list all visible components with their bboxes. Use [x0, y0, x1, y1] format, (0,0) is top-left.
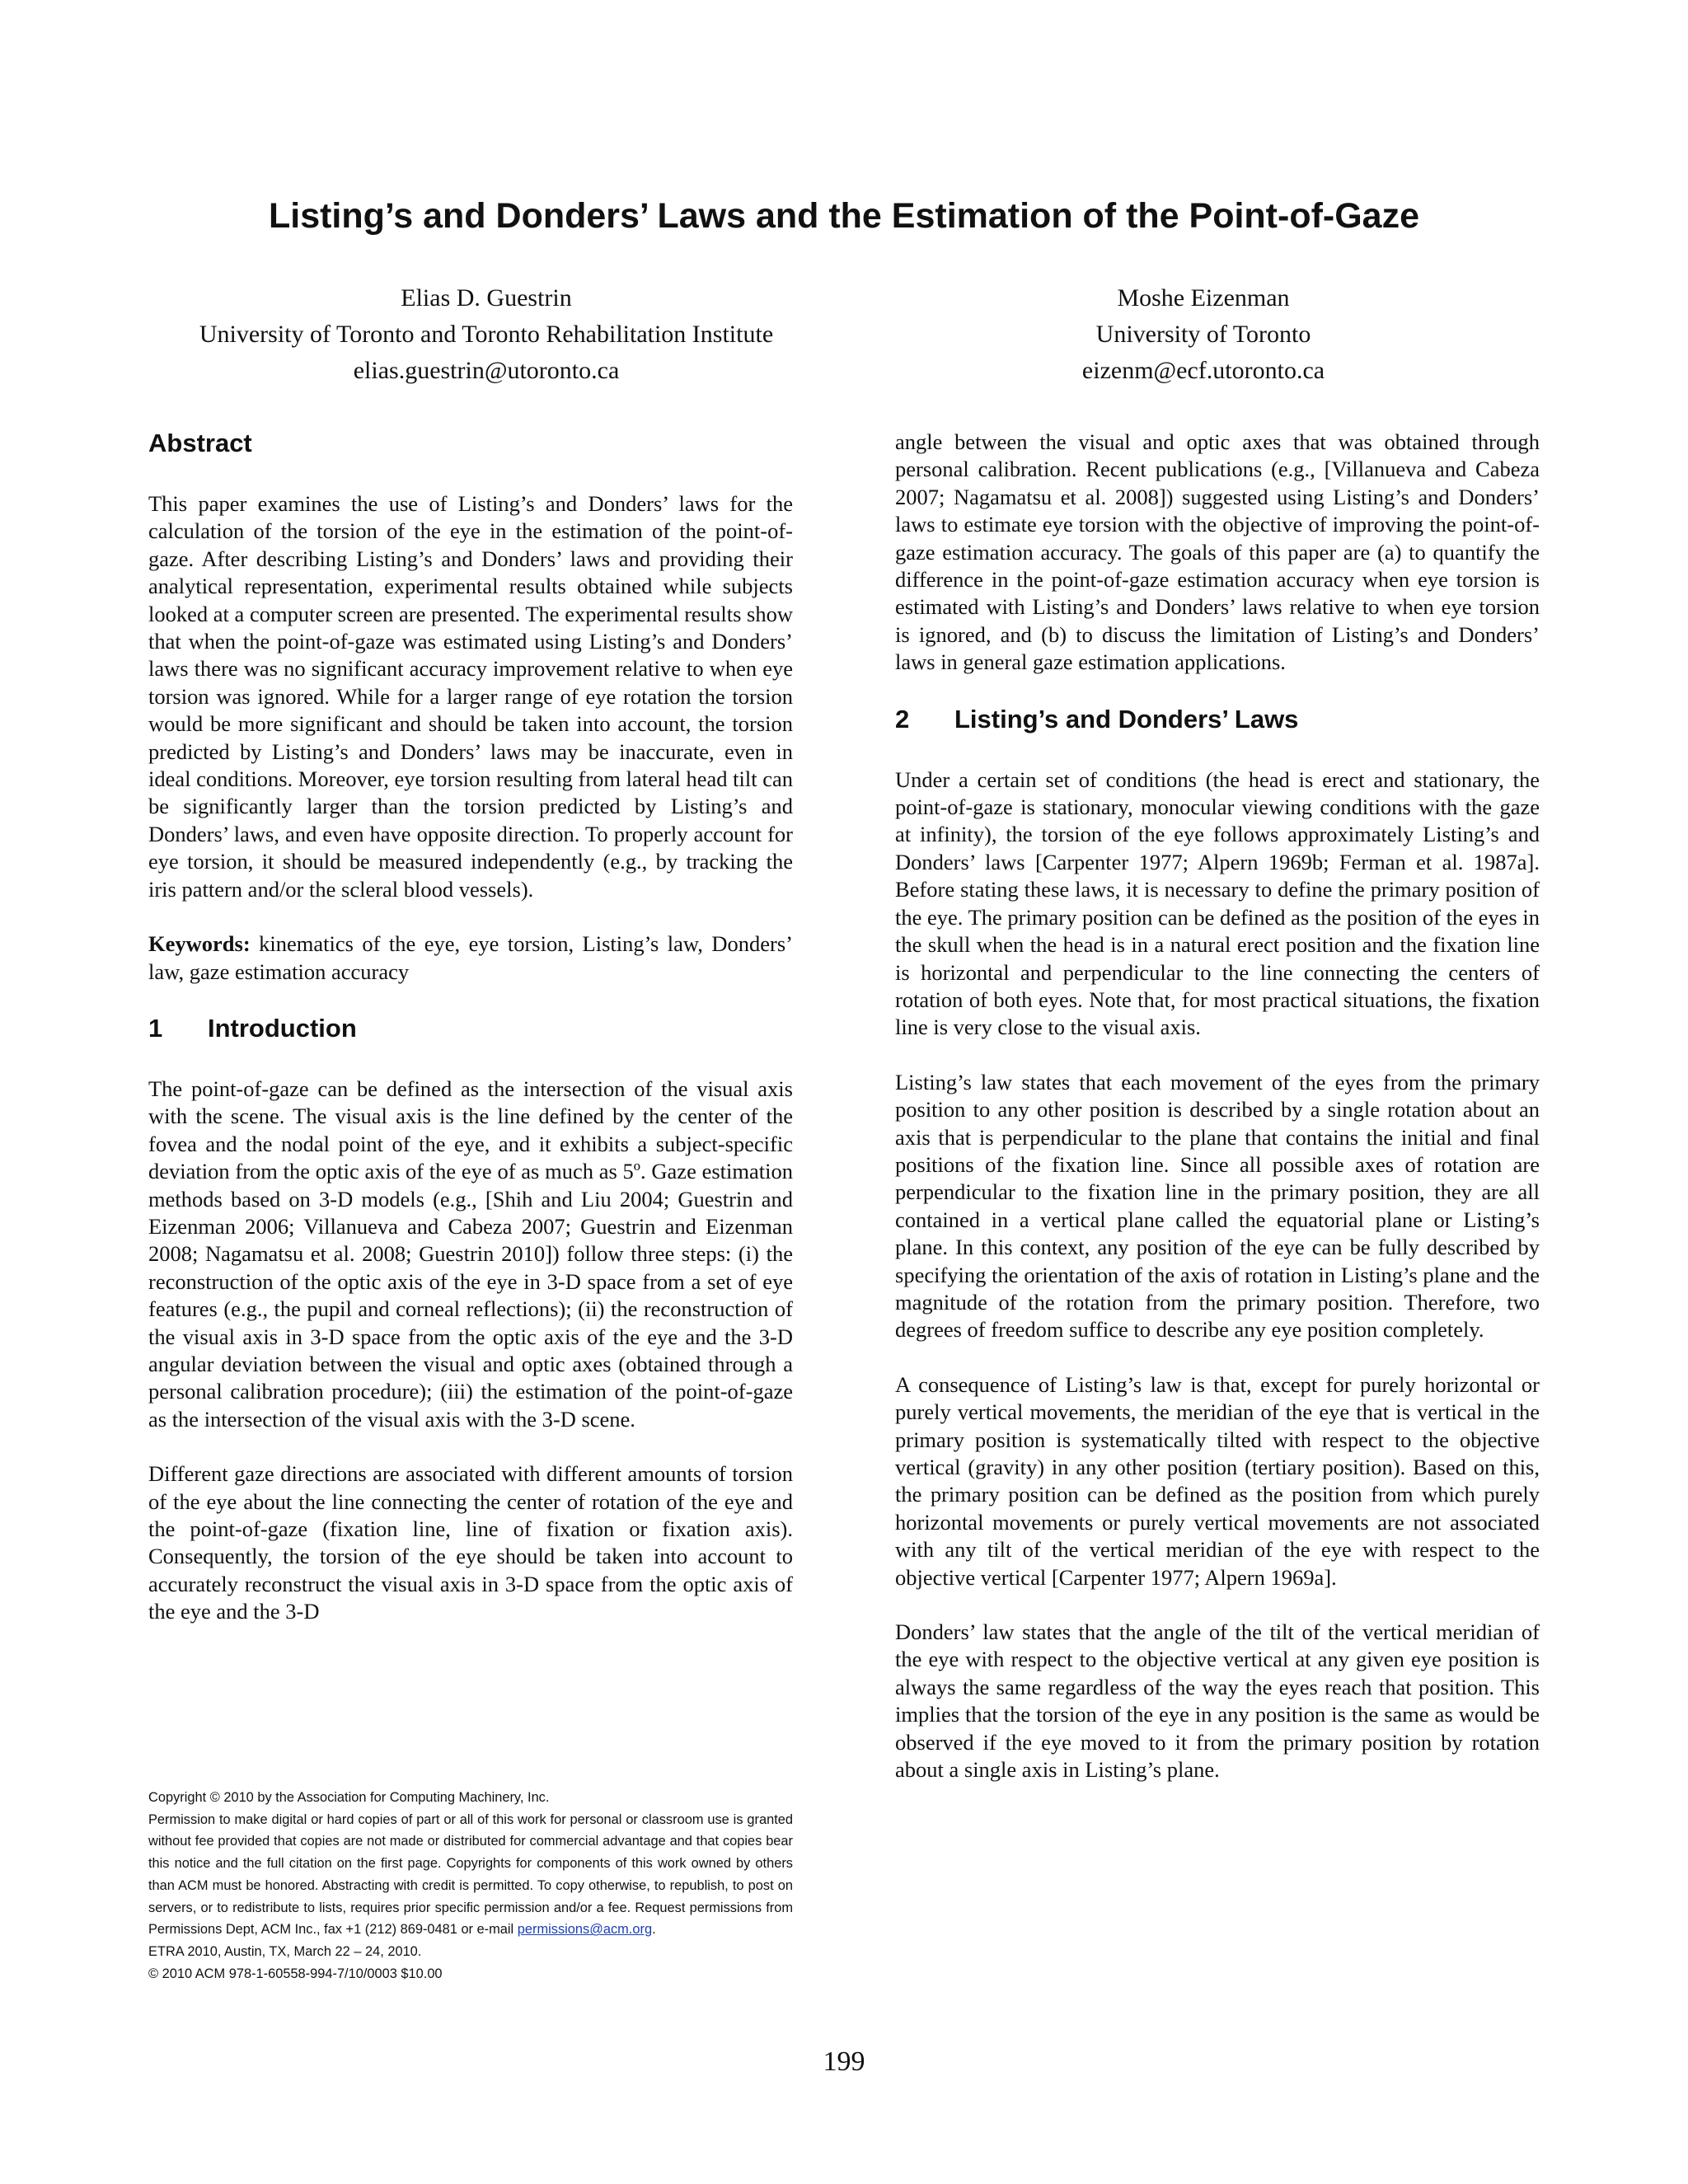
right-column	[895, 429, 1540, 1783]
author-name: Moshe Eizenman	[1117, 284, 1290, 312]
section-1-heading	[148, 1012, 793, 1045]
author-name: Elias D. Guestrin	[401, 284, 572, 312]
author-block-1	[132, 280, 841, 389]
isbn-line: © 2010 ACM 978-1-60558-994-7/10/0003 $10.00	[148, 1966, 443, 1981]
section-number: 2	[895, 704, 910, 733]
paragraph: The point-of-gaze can be defined as the intersection of the visual axis with the scene. The visual axis is the line defined by the center of the fovea and the nodal point of the eye, and it exhibits a subject-specific deviation from the optic axis of the eye of as much as 5º. Gaze estimation methods based on 3-D models (e.g., [Shih and Liu 2004; Guestrin and Eizenman 2006; Villanueva and Cabeza 2007; Guestrin and Eizenman 2008; Nagamatsu et al. 2008; Guestrin 2010]) follow three steps: (i) the reconstruction of the optic axis of the eye in 3-D space from a set of eye features (e.g., the pupil and corneal reflections); (ii) the reconstruction of the visual axis in 3-D space from the optic axis of the eye and the 3-D angular deviation between the visual and optic axes (obtained through a personal calibration procedure); (iii) the estimation of the point-of-gaze as the intersection of the visual axis with the 3-D scene.	[148, 1076, 793, 1432]
author-block-2	[997, 280, 1409, 389]
author-email: elias.guestrin@utoronto.ca	[353, 357, 620, 384]
venue-line: ETRA 2010, Austin, TX, March 22 – 24, 2010.	[148, 1943, 422, 1959]
left-column	[148, 427, 793, 1626]
paragraph: A consequence of Listing’s law is that, except for purely horizontal or purely vertical movements, the meridian of the eye that is vertical in the primary position is systematically tilted with respect to the objective vertical (gravity) in any other position (tertiary position). Based on this, the primary position can be defined as the position from which purely horizontal movements or purely vertical movements are not associated with any tilt of the vertical meridian of the eye with respect to the objective vertical [Carpenter 1977; Alpern 1969a].	[895, 1371, 1540, 1590]
copyright-notice	[148, 1787, 793, 1985]
abstract-text: This paper examines the use of Listing’s and Donders’ laws for the calculation of the torsion of the eye in the estimation of the point-of-gaze. After describing Listing’s and Donders’ laws and providing their analytical representation, experimental results obtained while subjects looked at a computer screen are presented. The experimental results show that when the point-of-gaze was estimated using Listing’s and Donders’ laws there was no significant accuracy improvement relative to when eye torsion was ignored. While for a larger range of eye rotation the torsion would be more significant and should be taken into account, the torsion predicted by Listing’s and Donders’ laws may be inaccurate, even in ideal conditions. Moreover, eye torsion resulting from lateral head tilt can be significantly larger than the torsion predicted by Listing’s and Donders’ laws, and even have opposite direction. To properly account for eye torsion, it should be measured independently (e.g., by tracking the iris pattern and/or the scleral blood vessels).	[148, 491, 793, 902]
paragraph: Under a certain set of conditions (the head is erect and stationary, the point-of-gaze is stationary, monocular viewing conditions with the gaze at infinity), the torsion of the eye follows approximately Listing’s and Donders’ laws [Carpenter 1977; Alpern 1969b; Ferman et al. 1987a]. Before stating these laws, it is necessary to define the primary position of the eye. The primary position can be defined as the position of the eyes in the skull when the head is in a natural erect position and the fixation line is horizontal and perpendicular to the line connecting the centers of rotation of both eyes. Note that, for most practical situations, the fixation line is very close to the visual axis.	[895, 766, 1540, 1040]
paragraph: Listing’s law states that each movement of the eyes from the primary position to any other position is described by a single rotation about an axis that is perpendicular to the plane that contains the initial and final positions of the fixation line. Since all possible axes of rotation are perpendicular to the fixation line in the primary position, they are all contained in a vertical plane called the equatorial plane or Listing’s plane. In this context, any position of the eye can be fully described by specifying the orientation of the axis of rotation in Listing’s plane and the magnitude of the rotation from the primary position. Therefore, two degrees of freedom suffice to describe any eye position completely.	[895, 1069, 1540, 1343]
paragraph: Donders’ law states that the angle of the tilt of the vertical meridian of the eye with respect to the objective vertical at any given eye position is always the same regardless of the way the eyes reach that position. This implies that the torsion of the eye in any position is the same as would be observed if the eye moved to it from the primary position by rotation about a single axis in Listing’s plane.	[895, 1619, 1540, 1783]
author-email: eizenm@ecf.utoronto.ca	[1081, 357, 1325, 384]
paper-title: Listing’s and Donders’ Laws and the Estimation of the Point-of-Gaze	[268, 196, 1419, 236]
section-title: Listing’s and Donders’ Laws	[954, 704, 1299, 733]
keywords	[148, 930, 793, 986]
author-affiliation: University of Toronto	[1095, 321, 1311, 348]
author-affiliation: University of Toronto and Toronto Rehabilitation Institute	[199, 321, 774, 348]
permission-body: Permission to make digital or hard copies of part or all of this work for personal or classroom use is granted without fee provided that copies are not made or distributed for commercial advantage and that copies bear this notice and the full citation on the first page. Copyrights for components of this work owned by others than ACM must be honored. Abstracting with credit is permitted. To copy otherwise, to republish, to post on servers, or to redistribute to lists, requires prior specific permission and/or a fee. Request permissions from Permissions Dept, ACM Inc., fax +1 (212) 869-0481 or e-mail	[148, 1811, 793, 1938]
permissions-email-link[interactable]: permissions@acm.org	[517, 1922, 653, 1938]
permission-text	[148, 1809, 793, 1941]
copyright-line: Copyright © 2010 by the Association for Computing Machinery, Inc.	[148, 1790, 550, 1805]
keywords-text: kinematics of the eye, eye torsion, Listing’s law, Donders’ law, gaze estimation accuracy	[148, 931, 794, 984]
page-number: 199	[823, 2046, 865, 2077]
section-2-heading	[895, 703, 1540, 736]
paragraph-continued: angle between the visual and optic axes that was obtained through personal calibration. Recent publications (e.g., [Villanueva and Cabeza 2007; Nagamatsu et al. 2008]) suggested using Listing’s and Donders’ laws to estimate eye torsion with the objective of improving the point-of-gaze estimation accuracy. The goals of this paper are (a) to quantify the difference in the point-of-gaze estimation accuracy when eye torsion is estimated with Listing’s and Donders’ laws relative to when eye torsion is ignored, and (b) to discuss the limitation of Listing’s and Donders’ laws in general gaze estimation applications.	[895, 429, 1540, 675]
section-title: Introduction	[208, 1013, 357, 1043]
abstract-heading: Abstract	[148, 429, 252, 457]
keywords-label: Keywords:	[148, 931, 251, 957]
punctuation: .	[652, 1922, 656, 1938]
paragraph: Different gaze directions are associated with different amounts of torsion of the eye about the line connecting the center of rotation of the eye and the point-of-gaze (fixation line, line of fixation or fixation axis). Consequently, the torsion of the eye should be taken into account to accurately reconstruct the visual axis in 3-D space from the optic axis of the eye and the 3-D	[148, 1461, 793, 1624]
section-number: 1	[148, 1013, 163, 1043]
